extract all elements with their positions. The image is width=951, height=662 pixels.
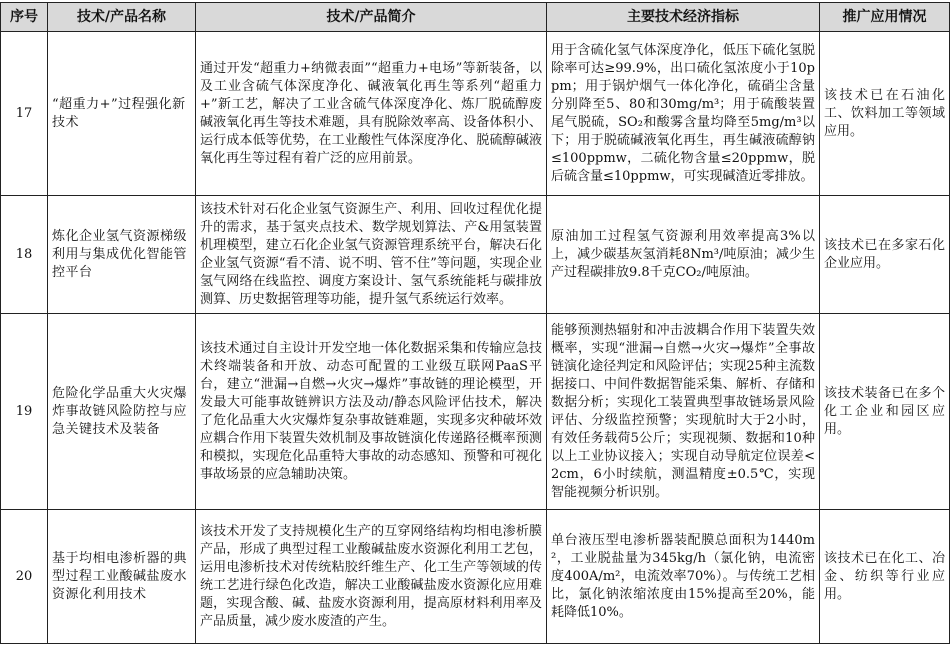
table-row <box>1 510 950 644</box>
serial-cell: 17 <box>1 32 48 196</box>
serial-cell: 20 <box>1 510 48 644</box>
table-body <box>1 32 950 644</box>
header-row <box>1 3 950 32</box>
serial-cell: 19 <box>1 314 48 510</box>
header-name: 技术/产品名称 <box>48 3 196 32</box>
table-row <box>1 32 950 196</box>
header-serial: 序号 <box>1 3 48 32</box>
metrics-cell: 单台液压型电渗析器装配膜总面积为1440m²，工业脱盐量为345kg/h（氯化钠，电流密度400A/m²，电流效率70%）。与传统工艺相比，氯化钠浓缩浓度由15%提高至20%，能耗降低10%。 <box>547 510 820 644</box>
application-cell: 该技术已在多家石化企业应用。 <box>820 196 950 314</box>
name-cell: 危险化学品重大火灾爆炸事故链风险防控与应急关键技术及装备 <box>48 314 196 510</box>
name-cell: 基于均相电渗析器的典型过程工业酸碱盐废水资源化利用技术 <box>48 510 196 644</box>
metrics-cell: 原油加工过程氢气资源利用效率提高3%以上，减少碳基灰氢消耗8Nm³/吨原油；减少生产过程碳排放9.8千克CO₂/吨原油。 <box>547 196 820 314</box>
description-cell: 通过开发“超重力+纳微表面”“超重力+电场”等新装备，以及工业含硫气体深度净化、碱液氧化再生等系列“超重力+”新工艺，解决了工业含硫气体深度净化、炼厂脱硫醇废碱液氧化再生等技术难题，具有脱除效率高、设备体积小、运行成本低等优势，在工业酸性气体深度净化、脱硫醇碱液氧化再生等过程有着广泛的应用前景。 <box>196 32 547 196</box>
application-cell: 该技术装备已在多个化工企业和园区应用。 <box>820 314 950 510</box>
table-row <box>1 314 950 510</box>
description-cell: 该技术针对石化企业氢气资源生产、利用、回收过程优化提升的需求，基于氢夹点技术、数学规划算法、产&用氢装置机理模型，建立石化企业氢气资源管理系统平台，解决石化企业氢气资源“看不清、说不明、管不住”等问题，实现企业氢气网络在线监控、调度方案设计、氢气系统能耗与碳排放测算、历史数据管理等功能，提升氢气系统运行效率。 <box>196 196 547 314</box>
technology-table <box>0 2 950 644</box>
application-cell: 该技术已在石油化工、饮料加工等领域应用。 <box>820 32 950 196</box>
name-cell: 炼化企业氢气资源梯级利用与集成优化智能管控平台 <box>48 196 196 314</box>
table-row <box>1 196 950 314</box>
header-metrics: 主要技术经济指标 <box>547 3 820 32</box>
description-cell: 该技术通过自主设计开发空地一体化数据采集和传输应急技术终端装备和开放、动态可配置的工业级互联网PaaS平台，建立“泄漏→自燃→火灾→爆炸”事故链的理论模型，开发最大可能事故链辨识方法及动/静态风险评估技术，解决了危化品重大火灾爆炸复杂事故链难题，实现多灾种破坏效应耦合作用下装置失效机制及事故链演化传递路径概率预测和模拟，实现危化品重特大事故的动态感知、预警和可视化事故场景的应急辅助决策。 <box>196 314 547 510</box>
application-cell: 该技术已在化工、冶金、纺织等行业应用。 <box>820 510 950 644</box>
header-application: 推广应用情况 <box>820 3 950 32</box>
name-cell: “超重力+”过程强化新技术 <box>48 32 196 196</box>
header-description: 技术/产品简介 <box>196 3 547 32</box>
serial-cell: 18 <box>1 196 48 314</box>
table-header <box>1 3 950 32</box>
metrics-cell: 能够预测热辐射和冲击波耦合作用下装置失效概率，实现“泄漏→自燃→火灾→爆炸”全事故链演化途径判定和风险评估；实现25种主流数据接口、中间件数据智能采集、解析、存储和数据分析；实现化工装置典型事故链场景风险评估、分级监控预警；实现航时大于2小时，有效任务载荷5公斤；实现视频、数据和10种以上工业协议接入；实现自动导航定位误差<2cm，6小时续航，测温精度±0.5℃，实现智能视频分析识别。 <box>547 314 820 510</box>
metrics-cell: 用于含硫化氢气体深度净化，低压下硫化氢脱除率可达≥99.9%，出口硫化氢浓度小于10ppm；用于锅炉烟气一体化净化，硫硝尘含量分别降至5、80和30mg/m³；用于硫酸装置尾气脱硫，SO₂和酸雾含量均降至5mg/m³以下；用于脱硫碱液氧化再生，再生碱液硫醇钠≤100ppmw，二硫化物含量≤20ppmw，脱后硫含量≤10ppmw，可实现碱渣近零排放。 <box>547 32 820 196</box>
description-cell: 该技术开发了支持规模化生产的互穿网络结构均相电渗析膜产品，形成了典型过程工业酸碱盐废水资源化利用工艺包，运用电渗析技术对传统粘胶纤维生产、化工生产等领域的传统工艺进行绿色化改造，解决工业酸碱盐废水资源化应用难题，实现含酸、碱、盐废水资源利用，提高原材料利用率及产品质量，减少废水废渣的产生。 <box>196 510 547 644</box>
